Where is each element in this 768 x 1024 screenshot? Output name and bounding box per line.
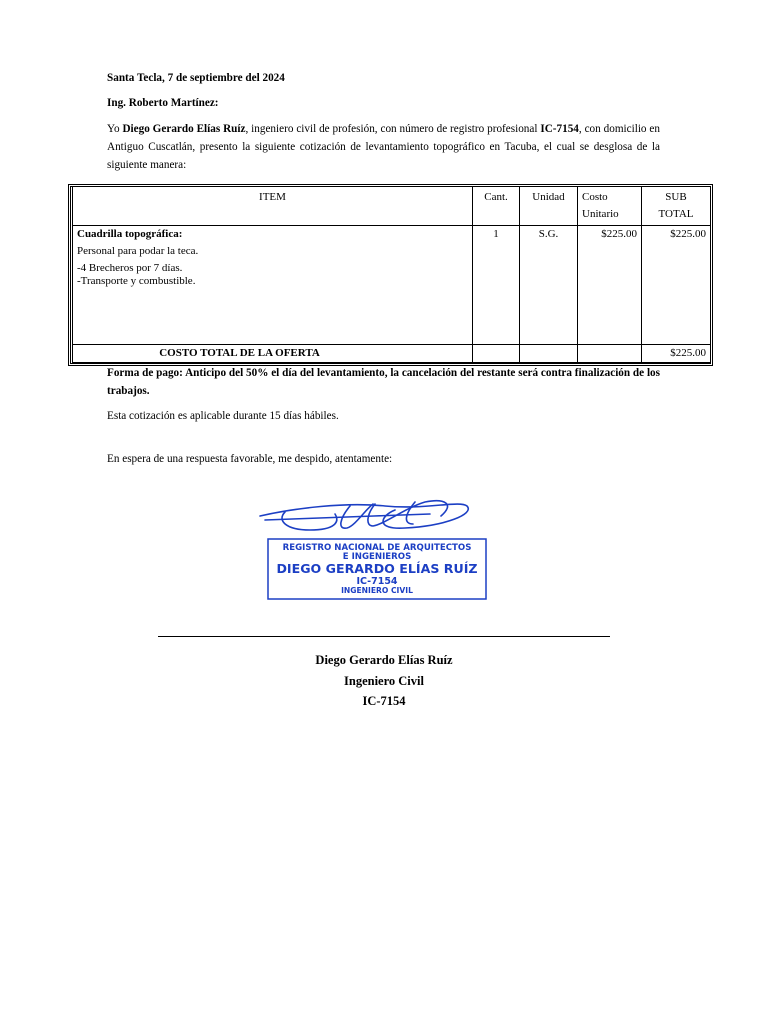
signature-line bbox=[158, 636, 610, 637]
item-cell bbox=[73, 226, 473, 345]
quote-table bbox=[72, 186, 711, 363]
stamp-line-2: E INGENIEROS bbox=[342, 552, 412, 562]
header-unit-cost-2: Unitario bbox=[582, 208, 619, 220]
header-qty: Cant. bbox=[473, 187, 520, 226]
table-row bbox=[73, 226, 711, 345]
engineer-name: Diego Gerardo Elías Ruíz bbox=[122, 123, 246, 135]
stamp-line-3: DIEGO GERARDO ELÍAS RUÍZ bbox=[276, 561, 478, 576]
validity-text: Esta cotización es aplicable durante 15 días hábiles. bbox=[107, 410, 339, 422]
handwritten-signature bbox=[260, 501, 468, 530]
item-qty: 1 bbox=[473, 226, 520, 345]
header-item: ITEM bbox=[73, 187, 473, 226]
item-subtotal: $225.00 bbox=[642, 226, 711, 345]
total-value: $225.00 bbox=[642, 345, 711, 363]
payment-terms: Forma de pago: Anticipo del 50% el día del levantamiento, la cancelación del restante será contra finalización de los trabajos. bbox=[107, 367, 660, 397]
item-desc-2: -4 Brecheros por 7 días. bbox=[77, 262, 183, 274]
place-date: Santa Tecla, 7 de septiembre del 2024 bbox=[107, 72, 285, 84]
recipient: Ing. Roberto Martínez: bbox=[107, 97, 219, 109]
total-empty-cost bbox=[578, 345, 642, 363]
signatory-reg: IC-7154 bbox=[362, 694, 406, 708]
header-unit-cost bbox=[578, 187, 642, 226]
header-unit-cost-1: Costo bbox=[582, 191, 608, 203]
stamp-line-5: INGENIERO CIVIL bbox=[341, 586, 413, 595]
total-label: COSTO TOTAL DE LA OFERTA bbox=[73, 345, 473, 363]
intro-part2: , ingeniero civil de profesión, con número de registro profesional bbox=[245, 123, 541, 135]
closing-text: En espera de una respuesta favorable, me despido, atentamente: bbox=[107, 453, 393, 465]
header-unit: Unidad bbox=[520, 187, 578, 226]
signature-stamp bbox=[255, 494, 490, 604]
signatory-name: Diego Gerardo Elías Ruíz bbox=[315, 653, 453, 667]
header-subtotal-2: TOTAL bbox=[658, 208, 694, 220]
intro-paragraph bbox=[107, 120, 660, 174]
registration-number: IC-7154 bbox=[540, 123, 579, 135]
table-total-row bbox=[73, 345, 711, 363]
signatory-title: Ingeniero Civil bbox=[344, 674, 424, 688]
table-header-row bbox=[73, 187, 711, 226]
total-empty-qty bbox=[473, 345, 520, 363]
stamp-line-1: REGISTRO NACIONAL DE ARQUITECTOS bbox=[282, 543, 472, 553]
item-unit: S.G. bbox=[520, 226, 578, 345]
intro-part3: , con domicilio en Antiguo Cuscatlán, presento la siguiente cotización de levantamiento topográfico en Tacuba, el cual se desglosa de la siguiente manera: bbox=[107, 123, 660, 171]
stamp-line-4: IC-7154 bbox=[356, 576, 398, 587]
header-subtotal-1: SUB bbox=[665, 191, 687, 203]
intro-part1: Yo bbox=[107, 123, 123, 135]
item-desc-1: Personal para podar la teca. bbox=[77, 245, 199, 257]
item-unit-cost: $225.00 bbox=[578, 226, 642, 345]
total-empty-unit bbox=[520, 345, 578, 363]
item-desc-3: -Transporte y combustible. bbox=[77, 275, 196, 287]
item-title: Cuadrilla topográfica: bbox=[77, 228, 183, 240]
header-subtotal bbox=[642, 187, 711, 226]
